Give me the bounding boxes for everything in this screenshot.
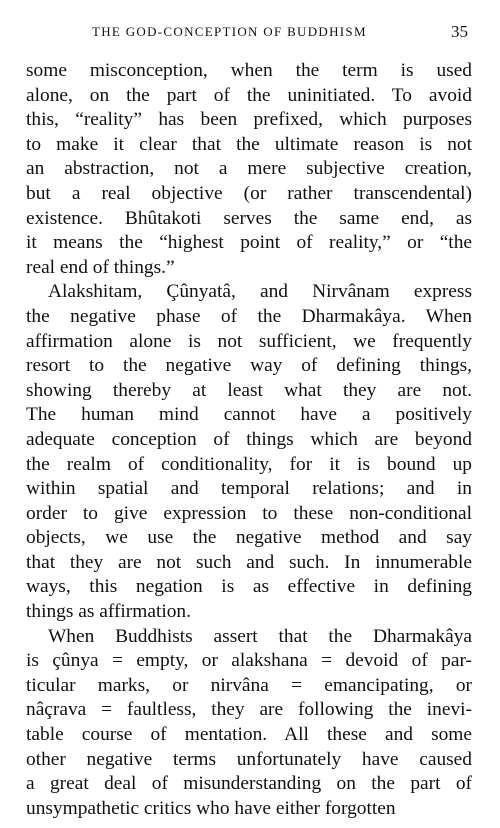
paragraph [26,625,472,822]
text-line: the realm of conditionality, for it is bound up [26,453,472,475]
text-line: a great deal of misunderstanding on the part of [26,773,472,795]
paragraph [26,59,472,280]
text-line: affirmation alone is not sufficient, we frequently [26,330,472,352]
page-number: 35 [451,22,468,41]
text-line: When Buddhists assert that the Dharmakâya [48,625,472,647]
text-line: showing thereby at least what they are not. [26,379,472,401]
paragraph [26,280,472,624]
running-title: THE GOD-CONCEPTION OF BUDDHISM [92,24,367,39]
running-head [26,24,472,50]
text-line: alone, on the part of the uninitiated. To avoid [26,84,472,106]
text-line: the negative phase of the Dharmakâya. When [26,305,472,327]
text-line: it means the “highest point of reality,” or “the [26,232,472,254]
text-line: nâçrava = faultless, they are following the inevi- [26,699,472,721]
text-line: adequate conception of things which are beyond [26,428,472,450]
text-line: The human mind cannot have a positively [26,404,472,426]
text-line: this, “reality” has been prefixed, which purposes [26,109,472,131]
text-line: other negative terms unfortunately have caused [26,748,472,770]
body-text [26,59,472,821]
text-line: but a real objective (or rather transcendental) [26,182,472,204]
text-line: Alakshitam, Çûnyatâ, and Nirvânam express [48,281,472,303]
text-line: some misconception, when the term is used [26,60,472,81]
text-line: table course of mentation. All these and some [26,724,472,746]
text-line: existence. Bhûtakoti serves the same end, as [26,207,472,229]
text-line: ticular marks, or nirvâna = emancipating, or [26,674,472,696]
text-line: resort to the negative way of defining things, [26,355,472,377]
text-line: that they are not such and such. In innumerable [26,551,472,573]
text-line: unsympathetic critics who have either forgotten [26,797,396,819]
text-line: ways, this negation is as effective in defining [26,576,472,598]
text-line: objects, we use the negative method and say [26,527,472,549]
text-line: real end of things.” [26,256,175,278]
text-line: order to give expression to these non-conditional [26,502,472,524]
text-line: an abstraction, not a mere subjective creation, [26,158,472,180]
text-line: within spatial and temporal relations; and in [26,478,472,500]
text-line: things as affirmation. [26,601,191,623]
text-line: to make it clear that the ultimate reason is not [26,133,472,155]
text-line: is çûnya = empty, or alakshana = devoid of par- [26,650,472,672]
